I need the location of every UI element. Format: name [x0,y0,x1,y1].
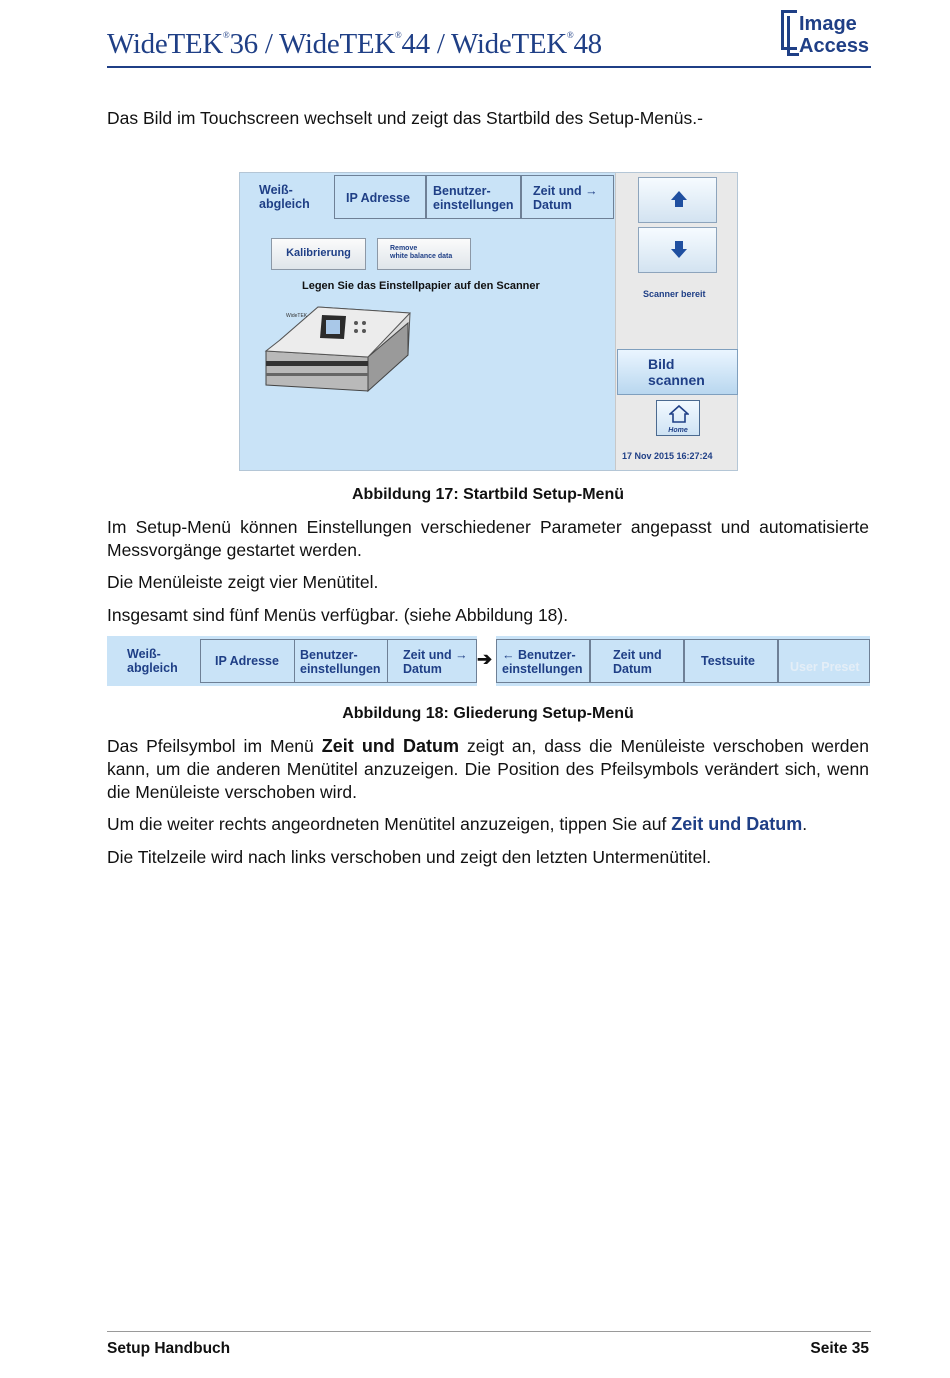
scroll-up-button[interactable] [638,177,717,223]
tab-weissabgleich[interactable]: Weiß- abgleich [259,183,310,211]
bar-tab-ip-adresse: IP Adresse [200,639,295,683]
brand-part-2: 36 / WideTEK [229,28,395,60]
logo-frame-icon [787,16,799,56]
bar-tab-weissabgleich: Weiß- abgleich [127,647,178,675]
remove-white-balance-button[interactable]: Remove white balance data [377,238,471,270]
menu-link-zeit-und-datum: Zeit und Datum [671,814,803,834]
home-icon [669,404,689,424]
tab-benutzereinstellungen[interactable]: Benutzer- einstellungen [426,175,521,219]
menu-bar-start [107,636,477,686]
image-access-logo [781,8,869,60]
bild-scannen-button[interactable]: Bild scannen [617,349,738,395]
setup-main-pane [240,173,615,470]
brand-part-1: WideTEK [107,28,223,60]
figure17-caption: Abbildung 17: Startbild Setup-Menü [352,486,624,503]
intro-text: Das Bild im Touchscreen wechselt und zeigt das Startbild des Setup-Menüs.- [107,108,703,128]
logo-text-access: Access [799,35,870,57]
kalibrierung-button[interactable]: Kalibrierung [271,238,366,270]
home-button[interactable] [656,400,700,436]
tab-ip-adresse[interactable]: IP Adresse [334,175,426,219]
bar-tab-user-preset: User Preset [778,639,870,683]
bar-tab-testsuite: Testsuite [684,639,778,683]
paragraph-menu-bar: Die Menüleiste zeigt vier Menütitel. [107,572,379,592]
page-footer [107,1331,871,1361]
registered-mark: ® [566,30,574,40]
instruction-text: Legen Sie das Einstellpapier auf den Scanner [302,280,540,292]
product-title [107,28,602,61]
paragraph-title-shift: Die Titelzeile wird nach links verschoben und zeigt den letzten Untermenütitel. [107,847,712,867]
footer-page-number: Seite 35 [810,1340,869,1357]
text-segment: . [802,814,808,834]
brand-part-3: 44 / WideTEK [401,28,567,60]
menu-bar-shifted [496,636,870,686]
paragraph-arrow-symbol [107,735,869,804]
menu-structure-figure [107,636,870,686]
timestamp: 17 Nov 2015 16:27:24 [622,451,713,461]
figure18-caption: Abbildung 18: Gliederung Setup-Menü [342,705,634,722]
arrow-up-icon [675,199,683,207]
paragraph-five-menus: Insgesamt sind fünf Menüs verfügbar. (siehe Abbildung 18). [107,605,569,625]
menu-reference: Zeit und Datum [321,736,459,756]
bar-tab-benutzereinstellungen-shifted: ← Benutzer- einstellungen [496,639,590,683]
setup-side-pane [615,173,737,470]
home-label: Home [668,427,688,434]
bar-tab-zeit-und-datum-shifted: Zeit und Datum [590,639,684,683]
registered-mark: ® [394,30,402,40]
device-label: WideTEK [286,313,308,319]
text-segment: Das Pfeilsymbol im Menü [107,736,314,756]
footer-manual-title: Setup Handbuch [107,1340,231,1357]
paragraph-setup-menu: Im Setup-Menü können Einstellungen verschiedener Parameter angepasst und automatisierte Messvorgänge gestartet werden. [107,517,869,560]
arrow-down-icon [675,241,683,249]
page-header [107,6,871,68]
scanner-status: Scanner bereit [643,289,706,299]
bar-tab-benutzereinstellungen: Benutzer- einstellungen [294,639,388,683]
brand-part-4: 48 [573,28,602,60]
arrow-right-icon: ➔ [477,649,493,669]
paragraph-tap-instruction [107,813,869,836]
text-segment: Um die weiter rechts angeordneten Menütitel anzuzeigen, tippen Sie auf [107,814,667,834]
bar-tab-zeit-und-datum: Zeit und → Datum [387,639,477,683]
arrow-down-icon [671,249,687,258]
setup-menu-screenshot [239,172,738,471]
tab-zeit-und-datum[interactable]: Zeit und → Datum [521,175,614,219]
registered-mark: ® [222,30,230,40]
text-segment: zeigt an, dass die Menüleiste verschoben werden kann, um die anderen Menütitel anzuzeigen. Die Position des Pfeilsymbols verändert sich, wenn die Menüleiste verschoben wird. [107,736,869,802]
scroll-down-button[interactable] [638,227,717,273]
scanner-image [260,295,412,395]
logo-text-image: Image [799,13,857,35]
